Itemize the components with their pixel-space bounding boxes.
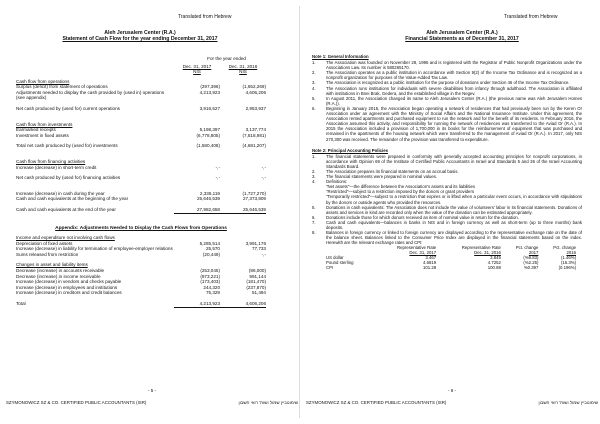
list-item: 8. Balances in foreign currency or linked to foreign currency are displayed according to the representative exchange rate on the date of the balance sheet. Balances linked to the Consumer Price Index are displayed in the financial statements based on the index. Herewith are the relevant exchange rates and CPI: bbox=[312, 230, 582, 246]
section-financing: Cash flow from financing activities bbox=[16, 158, 86, 164]
table-row: Increase (decrease) in employees and institutions 244,320 (237,870) bbox=[16, 284, 266, 290]
table-row: Surplus (deficit) from statement of operations (297,396) (1,652,269) bbox=[16, 84, 266, 90]
page-6 bbox=[306, 0, 598, 424]
note-2-title: Note 2: Principal Accounting Policies bbox=[312, 147, 389, 153]
end-cash-row: Cash and cash equivalents at the end of the year 27,982,658 25,646,539 bbox=[16, 206, 266, 212]
page-number: - 5 - bbox=[147, 388, 157, 393]
notes-body bbox=[312, 54, 582, 270]
inv-net-row: Total net cash produced by (used for) investments (1,580,408) (4,681,207) bbox=[16, 143, 266, 149]
notes-title: Financial Statements as of December 31, 2017 bbox=[405, 36, 519, 43]
table-row: Pound sterling 4.6819 4.7252 (%2.25) (16.3%) bbox=[326, 260, 576, 266]
table-row: Increase (decrease) in vendors and checks payable (173,403) (181,470) bbox=[16, 279, 266, 285]
list-item: 6. Beginning in January 2015, the Association began operating a network of residences that had previously been run by the Keren Or Association under an agreement with the Ministry of Social Affairs and the National Insurance Institute. Under this agreement, the Association rented apartments and purchased equipment to run the network and for the benefit of its residents. In February 2016, the Association assumed this activity, and responsibility for running the network of residences was transferred to the Aviad Or (R.A.). In 2015 the Association included a provision of 1,700,000 in its books for the reimbursement of equipment that was purchased and remained in the apartments of the housing network which were transferred to the management of Aviad Or (R.A.). In 2017, only NIS 270,300 was received. The remainder of the provision was transferred to expenditure. bbox=[312, 105, 582, 142]
definition: "Restricted"—subject to a restriction imposed by the donors or grant providers bbox=[326, 189, 475, 195]
list-item: 5. In August 2011, the Association changed its name to Aleh Jerusalem Center (R.A.) (the previous name was Aleh Jerusalem Homes (R.A.)). bbox=[312, 95, 582, 106]
fin-net-row: Net cash produced by (used for) financing activities -,- -,- bbox=[16, 175, 266, 181]
for-year-ended: For the year ended bbox=[207, 56, 246, 61]
ops-rows bbox=[16, 84, 266, 101]
statement-heading bbox=[0, 30, 286, 42]
org-name: Aleh Jerusalem Center (R.A.) bbox=[104, 30, 176, 36]
appendix-title: Appendix: Adjustments Needed to Display the Cash Flows from Operations bbox=[55, 225, 227, 231]
list-item: 1. The Association was founded on November 28, 1995 and is registered with the Registrar of Public Nonprofit Organizations under the Associations Law. Its number is 580265170. bbox=[312, 60, 582, 71]
page-number: - 6 - bbox=[447, 388, 457, 393]
table-header-row: Representative Rate Representative Rate Pct. change Pct. change bbox=[397, 245, 576, 251]
translated-note: Translated from Hebrew bbox=[504, 14, 558, 20]
list-item: 7. Cash and cash equivalents—balances in banks in NIS and in foreign currency as well as short-term (up to three months) bank deposits. bbox=[312, 219, 582, 230]
col-2017: Dec. 31, 2017 NIS bbox=[182, 63, 212, 74]
table-row: Increase (decrease) in creditors and credit balances 75,329 51,494 bbox=[16, 290, 266, 296]
exchange-rates-table bbox=[326, 245, 576, 270]
table-row: Cash and cash equivalents at the beginning of the year 25,646,539 27,373,809 bbox=[16, 196, 266, 202]
appendix-section-changes: Changes in asset and liability items bbox=[16, 262, 88, 268]
list-item: 4. The Association runs institutions for individuals with severe disabilities from infancy through adulthood. The Association is affiliated with institutions in Bnei Brak, Gedera, and the established village in the Negev. bbox=[312, 85, 582, 96]
page-divider bbox=[299, 6, 300, 418]
table-row: Decrease (increase) in accounts receivable (253,045) (86,000) bbox=[16, 268, 266, 274]
list-item: 3. The Association is recognized as a public institution for the purpose of donations under Section 46 of the Income Tax Ordinance. bbox=[312, 80, 570, 86]
org-name: Aleh Jerusalem Center (R.A.) bbox=[426, 30, 498, 36]
appendix-total-row: Total 4,213,923 4,606,206 bbox=[16, 301, 266, 307]
list-item: 1. The financial statements were prepared in conformity with generally accepted accounting principles for nonprofit corporations, in accordance with Opinion 69 of the Institute of Certified Public Accountants in Israel and Standards 5 and 36 of the Israel Accounting Standards Board. bbox=[312, 153, 582, 169]
table-row: Adjustments needed to display the cash provided by (used in) operations (see appendix) 4,213,923 4,606,206 bbox=[16, 89, 266, 101]
firm-name: SZYMONOWICZ SZ & CO. CERTIFIED PUBLIC ACCOUNTANTS (ISR) bbox=[306, 400, 447, 405]
section-investments: Cash flow from investments bbox=[16, 121, 73, 127]
table-row: Increase (decrease) in cash during the year 2,336,119 (1,727,270) bbox=[16, 190, 266, 196]
page-5 bbox=[6, 0, 298, 424]
list-item: 5. Donations in cash equivalents: The Association does not include the value of volunteers' labor in its financial statements. Donations of assets and services in kind are recorded only when the value of the donation can be estimated appropriately. bbox=[312, 204, 582, 215]
cash-flow-statement bbox=[16, 56, 266, 308]
table-row: CPI 101.28 100.88 %0.397 (0.196%) bbox=[326, 265, 576, 271]
firm-name-hebrew: שימונוביץ שמול ושות' רואי חשבון bbox=[238, 400, 298, 405]
column-headers bbox=[16, 64, 266, 74]
statement-title: Statement of Cash Flow for the year ending December 31, 2017 bbox=[62, 36, 218, 43]
translated-note: Translated from Hebrew bbox=[178, 14, 232, 20]
table-row: Increase (decrease) in short-term credit -,- -,- bbox=[16, 164, 266, 170]
firm-name-hebrew: שימונוביץ שמול ושות' רואי חשבון bbox=[538, 400, 598, 405]
ops-net-row: Net cash produced by (used for) current operations 3,916,527 2,953,937 bbox=[16, 105, 266, 111]
table-row: Increase (decrease) in liability for termination of employee-employer relations 25,570 77,733 bbox=[16, 246, 266, 252]
list-item: 6. Donations include those for which donors received an item of nominal value in return for the donation. bbox=[312, 214, 519, 220]
table-row: Investment in fixed assets (6,778,805) (7,818,981) bbox=[16, 132, 266, 138]
definition: "Net assets"—the difference between the Association's assets and its liabilities bbox=[326, 184, 476, 190]
table-row: US dollar 3.467 3.845 (%9.83) (1.46%) bbox=[326, 255, 576, 261]
section-operations: Cash flow from operations bbox=[16, 78, 70, 84]
table-row: Depreciation of fixed assets 5,285,514 3,991,176 bbox=[16, 240, 266, 246]
list-item: 2. The Association operates as a public institution in accordance with Section 9(2) of the Income Tax Ordinance and is recognized as a nonprofit organization for purposes of the Value-Added Tax Law. bbox=[312, 70, 582, 81]
notes-heading bbox=[316, 30, 600, 42]
note-1-title: Note 1: General Information bbox=[312, 54, 369, 59]
firm-name: SZYMONOWICZ SZ & CO. CERTIFIED PUBLIC ACCOUNTANTS (ISR) bbox=[6, 400, 147, 405]
table-row: Sums released from restriction (20,449) -,- bbox=[16, 251, 266, 257]
list-item: 3. The financial statements were prepared in nominal values. bbox=[312, 174, 438, 180]
table-subheader-row: Dec. 31, 2017 Dec. 31, 2016 2017 2016 bbox=[409, 250, 576, 256]
appendix-section-noncash: Income and expenditure not involving cash flows bbox=[16, 235, 115, 241]
table-row: Earmarked receipts 5,198,397 3,137,774 bbox=[16, 127, 266, 133]
list-item: 4. Definitions: bbox=[312, 179, 348, 185]
definition: "Temporarily restricted"—subject to a restriction that expires or is lifted when a particular event occurs, in accordance with stipulations by the donors or outside agents who provided the resources. bbox=[326, 194, 582, 205]
table-row: Decrease (increase) in income receivable (973,221) 991,144 bbox=[16, 273, 266, 279]
col-2016: Dec. 31, 2016 NIS bbox=[228, 63, 258, 74]
list-item: 2. The Association prepares its financial statements on an accrual basis. bbox=[312, 168, 459, 174]
